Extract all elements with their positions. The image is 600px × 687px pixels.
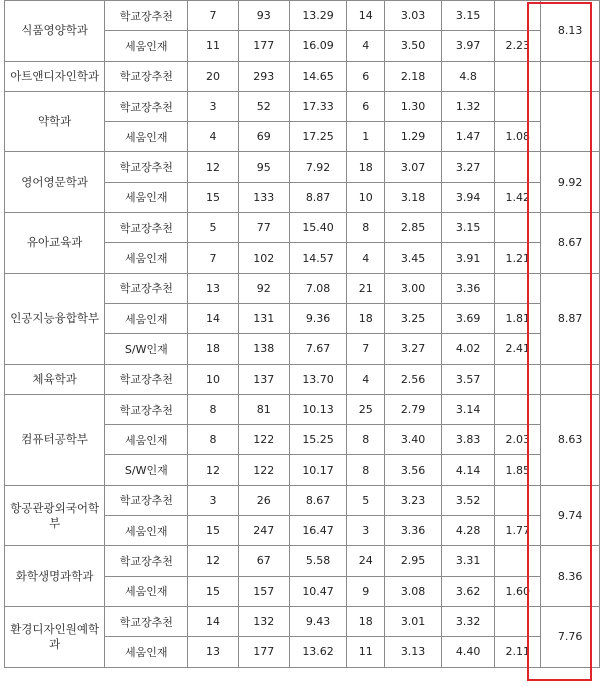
grade-avg-cell: 3.18	[385, 182, 442, 212]
applicants-cell: 26	[238, 485, 289, 515]
grade-cut-cell: 3.15	[441, 213, 494, 243]
waitlist-rank-cell: 6	[347, 61, 385, 91]
competition-ratio-cell: 7.67	[289, 334, 347, 364]
table-row	[5, 364, 600, 394]
competition-ratio-cell: 14.65	[289, 61, 347, 91]
waitlist-rank-cell: 10	[347, 182, 385, 212]
grade-avg-cell: 1.29	[385, 122, 442, 152]
quota-cell: 14	[188, 606, 238, 636]
competition-ratio-cell: 7.08	[289, 273, 347, 303]
quota-cell: 12	[188, 546, 238, 576]
grade-cut-cell: 4.02	[441, 334, 494, 364]
grade-avg-cell: 3.36	[385, 516, 442, 546]
department-name: 식품영양학과	[5, 1, 105, 62]
highlighted-score-cell	[541, 364, 600, 394]
grade-cut-cell: 4.8	[441, 61, 494, 91]
admission-type-cell: 학교장추천	[105, 1, 188, 31]
grade-cut-cell: 3.83	[441, 425, 494, 455]
quota-cell: 12	[188, 455, 238, 485]
competition-ratio-cell: 13.70	[289, 364, 347, 394]
quota-cell: 12	[188, 152, 238, 182]
admission-type-cell: S/W인재	[105, 455, 188, 485]
applicants-cell: 247	[238, 516, 289, 546]
waitlist-rank-cell: 14	[347, 1, 385, 31]
applicants-cell: 122	[238, 425, 289, 455]
grade-cut-cell: 4.40	[441, 637, 494, 667]
quota-cell: 3	[188, 91, 238, 121]
extra-value-cell	[495, 61, 541, 91]
department-name: 항공관광외국어학부	[5, 485, 105, 546]
applicants-cell: 157	[238, 576, 289, 606]
grade-cut-cell: 3.36	[441, 273, 494, 303]
quota-cell: 13	[188, 273, 238, 303]
highlighted-score-cell: 9.92	[541, 152, 600, 213]
waitlist-rank-cell: 1	[347, 122, 385, 152]
waitlist-rank-cell: 18	[347, 606, 385, 636]
waitlist-rank-cell: 6	[347, 91, 385, 121]
competition-ratio-cell: 8.67	[289, 485, 347, 515]
grade-avg-cell: 3.08	[385, 576, 442, 606]
extra-value-cell: 2.23	[495, 31, 541, 61]
grade-avg-cell: 3.27	[385, 334, 442, 364]
department-name: 아트앤디자인학과	[5, 61, 105, 91]
grade-cut-cell: 3.91	[441, 243, 494, 273]
applicants-cell: 81	[238, 394, 289, 424]
admission-type-cell: 학교장추천	[105, 91, 188, 121]
competition-ratio-cell: 9.36	[289, 303, 347, 333]
competition-ratio-cell: 15.25	[289, 425, 347, 455]
applicants-cell: 177	[238, 31, 289, 61]
highlighted-score-cell: 8.13	[541, 1, 600, 62]
grade-cut-cell: 3.69	[441, 303, 494, 333]
competition-ratio-cell: 14.57	[289, 243, 347, 273]
grade-avg-cell: 3.07	[385, 152, 442, 182]
highlighted-score-cell: 8.63	[541, 394, 600, 485]
table-row	[5, 606, 600, 636]
table-row	[5, 546, 600, 576]
grade-avg-cell: 2.18	[385, 61, 442, 91]
quota-cell: 15	[188, 516, 238, 546]
grade-cut-cell: 1.47	[441, 122, 494, 152]
applicants-cell: 293	[238, 61, 289, 91]
table-row	[5, 213, 600, 243]
competition-ratio-cell: 5.58	[289, 546, 347, 576]
table-row	[5, 1, 600, 31]
highlighted-score-cell: 8.87	[541, 273, 600, 364]
competition-ratio-cell: 10.47	[289, 576, 347, 606]
table-row	[5, 485, 600, 515]
grade-cut-cell: 3.62	[441, 576, 494, 606]
admission-type-cell: 세움인재	[105, 425, 188, 455]
quota-cell: 10	[188, 364, 238, 394]
admission-type-cell: 세움인재	[105, 576, 188, 606]
grade-cut-cell: 3.27	[441, 152, 494, 182]
waitlist-rank-cell: 18	[347, 152, 385, 182]
admission-type-cell: 학교장추천	[105, 546, 188, 576]
competition-ratio-cell: 13.62	[289, 637, 347, 667]
highlighted-score-cell: 8.67	[541, 213, 600, 274]
waitlist-rank-cell: 4	[347, 364, 385, 394]
grade-avg-cell: 3.45	[385, 243, 442, 273]
extra-value-cell	[495, 606, 541, 636]
highlighted-score-cell: 8.36	[541, 546, 600, 607]
admission-type-cell: 세움인재	[105, 637, 188, 667]
applicants-cell: 131	[238, 303, 289, 333]
admissions-table	[4, 0, 600, 668]
admission-type-cell: 세움인재	[105, 303, 188, 333]
competition-ratio-cell: 10.13	[289, 394, 347, 424]
grade-avg-cell: 1.30	[385, 91, 442, 121]
applicants-cell: 122	[238, 455, 289, 485]
extra-value-cell	[495, 91, 541, 121]
applicants-cell: 67	[238, 546, 289, 576]
grade-avg-cell: 3.50	[385, 31, 442, 61]
grade-avg-cell: 3.03	[385, 1, 442, 31]
admission-type-cell: S/W인재	[105, 334, 188, 364]
extra-value-cell	[495, 546, 541, 576]
waitlist-rank-cell: 9	[347, 576, 385, 606]
department-name: 컴퓨터공학부	[5, 394, 105, 485]
competition-ratio-cell: 17.33	[289, 91, 347, 121]
extra-value-cell	[495, 273, 541, 303]
quota-cell: 13	[188, 637, 238, 667]
admission-type-cell: 학교장추천	[105, 273, 188, 303]
extra-value-cell: 2.41	[495, 334, 541, 364]
applicants-cell: 93	[238, 1, 289, 31]
extra-value-cell: 1.81	[495, 303, 541, 333]
applicants-cell: 132	[238, 606, 289, 636]
quota-cell: 3	[188, 485, 238, 515]
waitlist-rank-cell: 4	[347, 243, 385, 273]
department-name: 영어영문학과	[5, 152, 105, 213]
highlighted-score-cell: 7.76	[541, 606, 600, 667]
quota-cell: 7	[188, 243, 238, 273]
admission-type-cell: 학교장추천	[105, 213, 188, 243]
grade-cut-cell: 3.31	[441, 546, 494, 576]
grade-cut-cell: 4.28	[441, 516, 494, 546]
grade-cut-cell: 3.14	[441, 394, 494, 424]
grade-cut-cell: 3.32	[441, 606, 494, 636]
waitlist-rank-cell: 11	[347, 637, 385, 667]
admission-type-cell: 학교장추천	[105, 485, 188, 515]
highlighted-score-cell	[541, 61, 600, 91]
extra-value-cell	[495, 1, 541, 31]
waitlist-rank-cell: 3	[347, 516, 385, 546]
extra-value-cell	[495, 213, 541, 243]
admission-type-cell: 세움인재	[105, 122, 188, 152]
extra-value-cell: 1.60	[495, 576, 541, 606]
quota-cell: 15	[188, 576, 238, 606]
department-name: 인공지능융합학부	[5, 273, 105, 364]
applicants-cell: 138	[238, 334, 289, 364]
competition-ratio-cell: 16.09	[289, 31, 347, 61]
table-row	[5, 91, 600, 121]
extra-value-cell: 1.42	[495, 182, 541, 212]
grade-avg-cell: 3.40	[385, 425, 442, 455]
applicants-cell: 133	[238, 182, 289, 212]
waitlist-rank-cell: 8	[347, 455, 385, 485]
department-name: 화학생명과학과	[5, 546, 105, 607]
grade-cut-cell: 3.15	[441, 1, 494, 31]
grade-cut-cell: 4.14	[441, 455, 494, 485]
applicants-cell: 102	[238, 243, 289, 273]
grade-avg-cell: 2.85	[385, 213, 442, 243]
extra-value-cell	[495, 364, 541, 394]
applicants-cell: 52	[238, 91, 289, 121]
quota-cell: 20	[188, 61, 238, 91]
grade-avg-cell: 3.56	[385, 455, 442, 485]
department-name: 약학과	[5, 91, 105, 152]
waitlist-rank-cell: 21	[347, 273, 385, 303]
grade-avg-cell: 2.95	[385, 546, 442, 576]
waitlist-rank-cell: 8	[347, 213, 385, 243]
competition-ratio-cell: 13.29	[289, 1, 347, 31]
grade-cut-cell: 3.97	[441, 31, 494, 61]
waitlist-rank-cell: 5	[347, 485, 385, 515]
waitlist-rank-cell: 18	[347, 303, 385, 333]
table-row	[5, 61, 600, 91]
applicants-cell: 69	[238, 122, 289, 152]
waitlist-rank-cell: 8	[347, 425, 385, 455]
highlighted-score-cell: 9.74	[541, 485, 600, 546]
department-name: 체육학과	[5, 364, 105, 394]
grade-cut-cell: 3.57	[441, 364, 494, 394]
extra-value-cell: 1.21	[495, 243, 541, 273]
grade-cut-cell: 1.32	[441, 91, 494, 121]
competition-ratio-cell: 10.17	[289, 455, 347, 485]
waitlist-rank-cell: 24	[347, 546, 385, 576]
grade-avg-cell: 3.01	[385, 606, 442, 636]
quota-cell: 14	[188, 303, 238, 333]
applicants-cell: 177	[238, 637, 289, 667]
table-row	[5, 394, 600, 424]
table-row	[5, 273, 600, 303]
admission-type-cell: 세움인재	[105, 182, 188, 212]
admission-type-cell: 학교장추천	[105, 152, 188, 182]
waitlist-rank-cell: 4	[347, 31, 385, 61]
extra-value-cell: 2.11	[495, 637, 541, 667]
grade-cut-cell: 3.94	[441, 182, 494, 212]
grade-avg-cell: 3.23	[385, 485, 442, 515]
applicants-cell: 77	[238, 213, 289, 243]
waitlist-rank-cell: 7	[347, 334, 385, 364]
applicants-cell: 92	[238, 273, 289, 303]
extra-value-cell: 2.03	[495, 425, 541, 455]
extra-value-cell: 1.85	[495, 455, 541, 485]
department-name: 유아교육과	[5, 213, 105, 274]
admission-type-cell: 학교장추천	[105, 61, 188, 91]
competition-ratio-cell: 16.47	[289, 516, 347, 546]
quota-cell: 18	[188, 334, 238, 364]
competition-ratio-cell: 7.92	[289, 152, 347, 182]
competition-ratio-cell: 17.25	[289, 122, 347, 152]
quota-cell: 7	[188, 1, 238, 31]
quota-cell: 8	[188, 394, 238, 424]
competition-ratio-cell: 15.40	[289, 213, 347, 243]
admission-type-cell: 학교장추천	[105, 606, 188, 636]
table-row	[5, 152, 600, 182]
quota-cell: 8	[188, 425, 238, 455]
waitlist-rank-cell: 25	[347, 394, 385, 424]
admission-type-cell: 세움인재	[105, 243, 188, 273]
admission-type-cell: 세움인재	[105, 31, 188, 61]
grade-avg-cell: 2.56	[385, 364, 442, 394]
extra-value-cell	[495, 485, 541, 515]
highlighted-score-cell	[541, 91, 600, 152]
grade-cut-cell: 3.52	[441, 485, 494, 515]
applicants-cell: 95	[238, 152, 289, 182]
applicants-cell: 137	[238, 364, 289, 394]
extra-value-cell: 1.77	[495, 516, 541, 546]
admission-type-cell: 학교장추천	[105, 364, 188, 394]
competition-ratio-cell: 8.87	[289, 182, 347, 212]
extra-value-cell: 1.08	[495, 122, 541, 152]
quota-cell: 15	[188, 182, 238, 212]
quota-cell: 11	[188, 31, 238, 61]
admission-type-cell: 학교장추천	[105, 394, 188, 424]
extra-value-cell	[495, 152, 541, 182]
competition-ratio-cell: 9.43	[289, 606, 347, 636]
grade-avg-cell: 3.25	[385, 303, 442, 333]
extra-value-cell	[495, 394, 541, 424]
grade-avg-cell: 3.00	[385, 273, 442, 303]
quota-cell: 5	[188, 213, 238, 243]
grade-avg-cell: 2.79	[385, 394, 442, 424]
grade-avg-cell: 3.13	[385, 637, 442, 667]
quota-cell: 4	[188, 122, 238, 152]
admission-type-cell: 세움인재	[105, 516, 188, 546]
department-name: 환경디자인원예학과	[5, 606, 105, 667]
